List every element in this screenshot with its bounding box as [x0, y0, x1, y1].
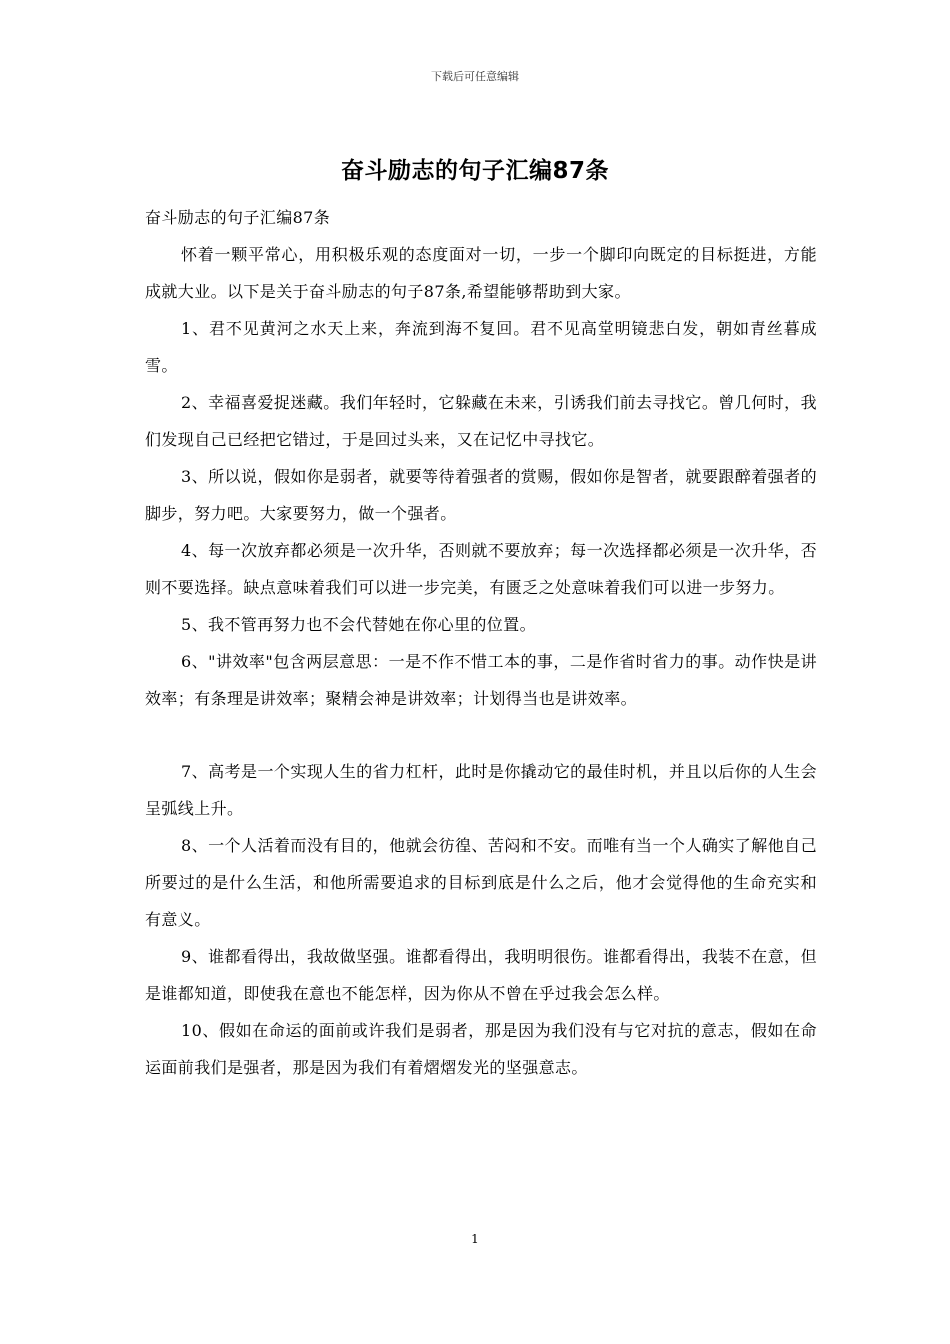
- document-subtitle: 奋斗励志的句子汇编87条: [145, 208, 331, 227]
- list-item-3: 3、所以说，假如你是弱者，就要等待着强者的赏赐，假如你是智者，就要跟醉着强者的脚步，努力吧。大家要努力，做一个强者。: [145, 467, 817, 523]
- header-note: 下载后可任意编辑: [431, 70, 519, 83]
- list-item-10: 10、假如在命运的面前或许我们是弱者，那是因为我们没有与它对抗的意志，假如在命运面前我们是强者，那是因为我们有着熠熠发光的坚强意志。: [145, 1021, 817, 1077]
- page-number: 1: [471, 1232, 479, 1246]
- list-item-6: 6、"讲效率"包含两层意思：一是不作不惜工本的事，二是作省时省力的事。动作快是讲效率；有条理是讲效率；聚精会神是讲效率；计划得当也是讲效率。: [145, 652, 817, 708]
- list-item-8: 8、一个人活着而没有目的，他就会彷徨、苦闷和不安。而唯有当一个人确实了解他自己所要过的是什么生活，和他所需要追求的目标到底是什么之后，他才会觉得他的生命充实和有意义。: [145, 836, 817, 929]
- document-body: [145, 199, 817, 1086]
- list-item-2: 2、幸福喜爱捉迷藏。我们年轻时，它躲藏在未来，引诱我们前去寻找它。曾几何时，我们发现自己已经把它错过，于是回过头来，又在记忆中寻找它。: [145, 393, 817, 449]
- intro-paragraph: 怀着一颗平常心，用积极乐观的态度面对一切，一步一个脚印向既定的目标挺进，方能成就大业。以下是关于奋斗励志的句子87条,希望能够帮助到大家。: [145, 245, 817, 301]
- list-item-9: 9、谁都看得出，我故做坚强。谁都看得出，我明明很伤。谁都看得出，我装不在意，但是谁都知道，即使我在意也不能怎样，因为你从不曾在乎过我会怎么样。: [145, 947, 817, 1003]
- list-item-1: 1、君不见黄河之水天上来，奔流到海不复回。君不见高堂明镜悲白发，朝如青丝暮成雪。: [145, 319, 817, 375]
- list-item-7: 7、高考是一个实现人生的省力杠杆，此时是你撬动它的最佳时机，并且以后你的人生会呈弧线上升。: [145, 762, 817, 818]
- document-title: 奋斗励志的句子汇编87条: [340, 158, 609, 184]
- list-item-4: 4、每一次放弃都必须是一次升华，否则就不要放弃；每一次选择都必须是一次升华，否则不要选择。缺点意味着我们可以进一步完美，有匮乏之处意味着我们可以进一步努力。: [145, 541, 817, 597]
- list-item-5: 5、我不管再努力也不会代替她在你心里的位置。: [181, 615, 536, 634]
